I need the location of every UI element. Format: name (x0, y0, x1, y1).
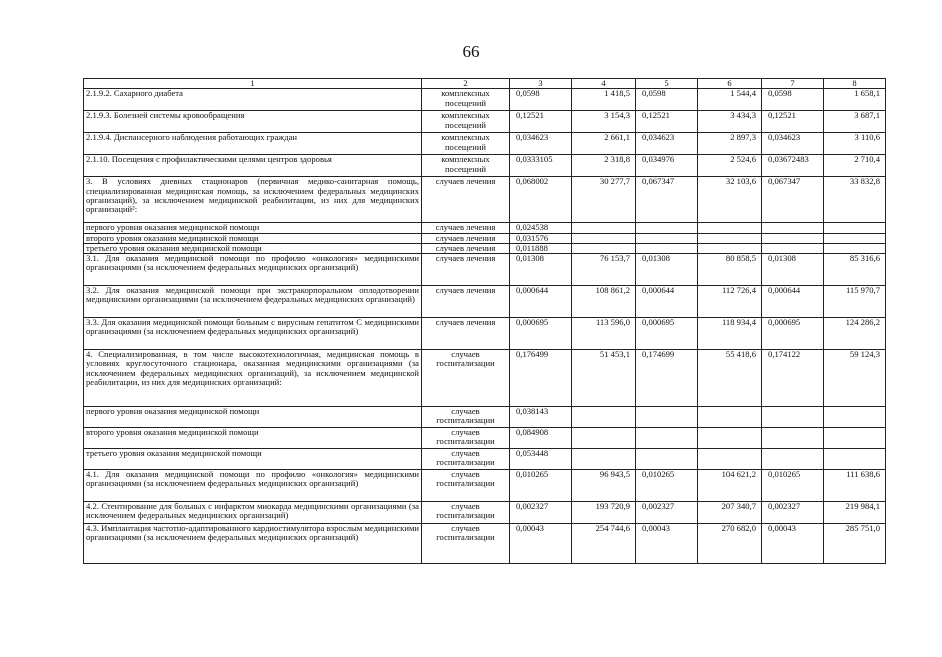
row-unit: случаев госпитализации (422, 449, 510, 470)
row-unit: комплексных посещений (422, 155, 510, 177)
value-cell: 76 153,7 (572, 254, 636, 286)
row-unit: комплексных посещений (422, 89, 510, 111)
value-cell: 0,067347 (762, 177, 824, 223)
value-cell: 0,024538 (510, 223, 572, 233)
value-cell: 115 970,7 (824, 286, 886, 318)
value-cell (762, 223, 824, 233)
value-cell: 0,01308 (762, 254, 824, 286)
value-cell: 0,068002 (510, 177, 572, 223)
value-cell (636, 233, 698, 243)
header-cell: 7 (762, 79, 824, 89)
value-cell: 3 687,1 (824, 111, 886, 133)
table-row (84, 286, 886, 318)
value-cell: 0,010265 (762, 470, 824, 502)
tariff-table (83, 78, 886, 564)
row-description: 2.1.9.3. Болезней системы кровообращения (84, 111, 422, 133)
value-cell: 0,000695 (510, 318, 572, 350)
header-cell: 6 (698, 79, 762, 89)
row-description: 2.1.9.4. Диспансерного наблюдения работающих граждан (84, 133, 422, 155)
value-cell: 0,000695 (762, 318, 824, 350)
value-cell: 0,00043 (762, 524, 824, 564)
value-cell: 2 524,6 (698, 155, 762, 177)
value-cell (824, 428, 886, 449)
value-cell: 207 340,7 (698, 502, 762, 524)
value-cell (698, 407, 762, 428)
row-unit: случаев госпитализации (422, 350, 510, 407)
value-cell: 0,0333105 (510, 155, 572, 177)
value-cell: 1 658,1 (824, 89, 886, 111)
table-row (84, 89, 886, 111)
value-cell: 0,000644 (762, 286, 824, 318)
row-unit: случаев лечения (422, 286, 510, 318)
value-cell: 1 544,4 (698, 89, 762, 111)
value-cell: 0,031576 (510, 233, 572, 243)
value-cell (636, 449, 698, 470)
value-cell: 0,034623 (636, 133, 698, 155)
value-cell (762, 243, 824, 253)
value-cell (824, 243, 886, 253)
header-row (84, 79, 886, 89)
row-description: 4.1. Для оказания медицинской помощи по профилю «онкология» медицинскими организациями (за исключением федеральных медицинских организаций) (84, 470, 422, 502)
value-cell: 219 984,1 (824, 502, 886, 524)
value-cell: 0,002327 (636, 502, 698, 524)
value-cell: 0,067347 (636, 177, 698, 223)
value-cell: 55 418,6 (698, 350, 762, 407)
value-cell: 108 861,2 (572, 286, 636, 318)
row-description: второго уровня оказания медицинской помощи (84, 428, 422, 449)
value-cell: 0,002327 (510, 502, 572, 524)
value-cell: 0,034623 (762, 133, 824, 155)
row-unit: случаев госпитализации (422, 428, 510, 449)
value-cell: 0,034623 (510, 133, 572, 155)
page-number: 66 (462, 42, 480, 61)
value-cell: 51 453,1 (572, 350, 636, 407)
row-unit: случаев госпитализации (422, 470, 510, 502)
value-cell (698, 223, 762, 233)
row-description: первого уровня оказания медицинской помощи (84, 407, 422, 428)
row-unit: случаев лечения (422, 177, 510, 223)
row-description: 3. В условиях дневных стационаров (первичная медико-санитарная помощь, специализированная медицинская помощь, за исключением федеральных медицинских организаций), за исключением медицинской реабилитации, из них для медицинских организаций²: (84, 177, 422, 223)
value-cell: 1 418,5 (572, 89, 636, 111)
table-row (84, 254, 886, 286)
value-cell (572, 407, 636, 428)
value-cell: 59 124,3 (824, 350, 886, 407)
table-row (84, 428, 886, 449)
value-cell (698, 428, 762, 449)
value-cell: 118 934,4 (698, 318, 762, 350)
value-cell: 0,010265 (636, 470, 698, 502)
table-row (84, 223, 886, 233)
table-row (84, 243, 886, 253)
table-row (84, 133, 886, 155)
value-cell: 0,12521 (510, 111, 572, 133)
value-cell: 96 943,5 (572, 470, 636, 502)
value-cell: 0,176499 (510, 350, 572, 407)
value-cell: 112 726,4 (698, 286, 762, 318)
table-row (84, 524, 886, 564)
value-cell: 193 720,9 (572, 502, 636, 524)
value-cell: 0,0598 (636, 89, 698, 111)
value-cell (762, 407, 824, 428)
value-cell: 0,174699 (636, 350, 698, 407)
value-cell: 0,00043 (510, 524, 572, 564)
value-cell (636, 407, 698, 428)
value-cell (572, 428, 636, 449)
value-cell: 113 596,0 (572, 318, 636, 350)
table-row (84, 407, 886, 428)
value-cell: 0,01308 (510, 254, 572, 286)
row-description: 2.1.9.2. Сахарного диабета (84, 89, 422, 111)
table-row (84, 318, 886, 350)
row-description: 4. Специализированная, в том числе высокотехнологичная, медицинская помощь в условиях круглосуточного стационара, оказанная медицинскими организациями (за исключением федеральных медицинских организаций), за исключением медицинской реабилитации, из них для медицинских организаций: (84, 350, 422, 407)
row-description: третьего уровня оказания медицинской помощи (84, 243, 422, 253)
header-cell: 2 (422, 79, 510, 89)
value-cell: 0,038143 (510, 407, 572, 428)
row-unit: комплексных посещений (422, 111, 510, 133)
value-cell (824, 233, 886, 243)
row-description: первого уровня оказания медицинской помощи (84, 223, 422, 233)
table-row (84, 449, 886, 470)
value-cell (824, 223, 886, 233)
value-cell (636, 243, 698, 253)
row-description: 4.2. Стентирование для больных с инфарктом миокарда медицинскими организациями (за исключением федеральных медицинских организаций) (84, 502, 422, 524)
value-cell (636, 428, 698, 449)
row-description: второго уровня оказания медицинской помощи (84, 233, 422, 243)
value-cell: 85 316,6 (824, 254, 886, 286)
table-row (84, 350, 886, 407)
header-cell: 5 (636, 79, 698, 89)
value-cell: 3 110,6 (824, 133, 886, 155)
value-cell: 0,010265 (510, 470, 572, 502)
value-cell (762, 428, 824, 449)
row-description: 3.2. Для оказания медицинской помощи при экстракорпоральном оплодотворении медицинскими организациями (за исключением федеральных медицинских организаций) (84, 286, 422, 318)
value-cell: 0,000644 (510, 286, 572, 318)
value-cell (572, 223, 636, 233)
value-cell: 0,00043 (636, 524, 698, 564)
row-unit: случаев лечения (422, 233, 510, 243)
value-cell (698, 449, 762, 470)
table-row (84, 470, 886, 502)
row-unit: комплексных посещений (422, 133, 510, 155)
row-unit: случаев лечения (422, 254, 510, 286)
value-cell: 0,12521 (636, 111, 698, 133)
value-cell (698, 233, 762, 243)
value-cell: 0,011888 (510, 243, 572, 253)
value-cell: 270 682,0 (698, 524, 762, 564)
row-unit: случаев госпитализации (422, 524, 510, 564)
value-cell: 80 858,5 (698, 254, 762, 286)
value-cell (824, 407, 886, 428)
row-description: 4.3. Имплантация частотно-адаптированного кардиостимулятора взрослым медицинскими организациями (за исключением федеральных медицинских организаций) (84, 524, 422, 564)
table-row (84, 111, 886, 133)
value-cell (572, 233, 636, 243)
row-description: 3.1. Для оказания медицинской помощи по профилю «онкология» медицинскими организациями (за исключением федеральных медицинских организаций) (84, 254, 422, 286)
header-cell: 4 (572, 79, 636, 89)
value-cell (762, 449, 824, 470)
value-cell: 254 744,6 (572, 524, 636, 564)
value-cell: 3 434,3 (698, 111, 762, 133)
value-cell: 0,0598 (510, 89, 572, 111)
value-cell: 0,0598 (762, 89, 824, 111)
value-cell (824, 449, 886, 470)
value-cell (572, 449, 636, 470)
value-cell: 0,03672483 (762, 155, 824, 177)
value-cell: 2 318,8 (572, 155, 636, 177)
value-cell: 0,000644 (636, 286, 698, 318)
row-unit: случаев госпитализации (422, 407, 510, 428)
row-unit: случаев лечения (422, 243, 510, 253)
row-unit: случаев лечения (422, 223, 510, 233)
value-cell: 0,053448 (510, 449, 572, 470)
value-cell: 0,084908 (510, 428, 572, 449)
row-description: 3.3. Для оказания медицинской помощи больным с вирусным гепатитом С медицинскими организациями (за исключением федеральных медицинских организаций) (84, 318, 422, 350)
value-cell (572, 243, 636, 253)
value-cell (762, 233, 824, 243)
table-row (84, 502, 886, 524)
value-cell: 2 897,3 (698, 133, 762, 155)
row-unit: случаев госпитализации (422, 502, 510, 524)
row-description: третьего уровня оказания медицинской помощи (84, 449, 422, 470)
table-row (84, 233, 886, 243)
value-cell: 2 710,4 (824, 155, 886, 177)
value-cell: 0,174122 (762, 350, 824, 407)
value-cell (636, 223, 698, 233)
value-cell: 0,01308 (636, 254, 698, 286)
value-cell: 0,034976 (636, 155, 698, 177)
header-cell: 8 (824, 79, 886, 89)
header-cell: 3 (510, 79, 572, 89)
value-cell: 124 286,2 (824, 318, 886, 350)
table-row (84, 177, 886, 223)
row-description: 2.1.10. Посещения с профилактическими целями центров здоровья (84, 155, 422, 177)
value-cell: 111 638,6 (824, 470, 886, 502)
value-cell: 0,12521 (762, 111, 824, 133)
value-cell: 33 832,8 (824, 177, 886, 223)
row-unit: случаев лечения (422, 318, 510, 350)
value-cell (698, 243, 762, 253)
table-row (84, 155, 886, 177)
value-cell: 0,002327 (762, 502, 824, 524)
value-cell: 32 103,6 (698, 177, 762, 223)
value-cell: 2 661,1 (572, 133, 636, 155)
value-cell: 104 621,2 (698, 470, 762, 502)
header-cell: 1 (84, 79, 422, 89)
value-cell: 285 751,0 (824, 524, 886, 564)
value-cell: 30 277,7 (572, 177, 636, 223)
value-cell: 3 154,3 (572, 111, 636, 133)
value-cell: 0,000695 (636, 318, 698, 350)
